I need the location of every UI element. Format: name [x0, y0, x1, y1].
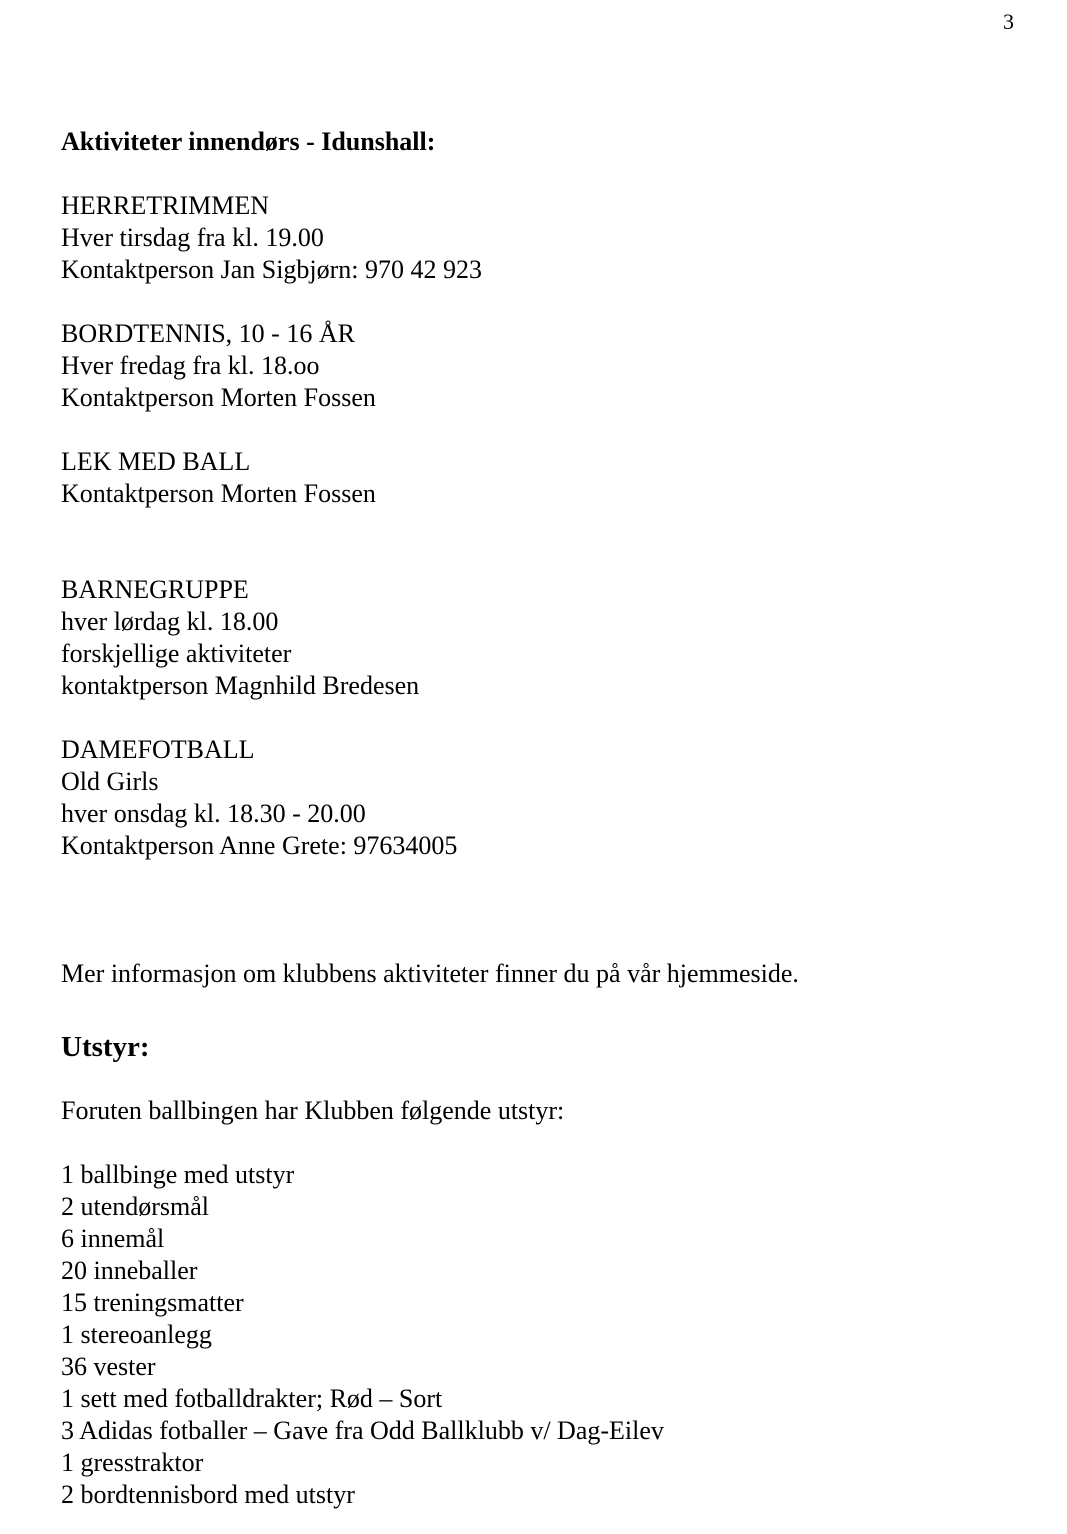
activity-bordtennis [61, 318, 1051, 414]
more-info-text: Mer informasjon om klubbens aktiviteter finner du på vår hjemmeside. [61, 959, 799, 988]
activities-heading: Aktiviteter innendørs - Idunshall: [61, 127, 436, 156]
list-item: 2 utendørsmål [61, 1192, 210, 1221]
list-item: 6 innemål [61, 1224, 165, 1253]
activity-contact: Kontaktperson Morten Fossen [61, 383, 376, 412]
activity-name: BORDTENNIS, 10 - 16 ÅR [61, 319, 355, 348]
activity-name: BARNEGRUPPE [61, 575, 249, 604]
list-item: 36 vester [61, 1352, 156, 1381]
activity-barnegruppe [61, 574, 1051, 702]
activity-name: LEK MED BALL [61, 447, 251, 476]
list-item: 1 sett med fotballdrakter; Rød – Sort [61, 1384, 443, 1413]
list-item: 3 Adidas fotballer – Gave fra Odd Ballklubb v/ Dag-Eilev [61, 1416, 664, 1445]
activity-schedule: hver onsdag kl. 18.30 - 20.00 [61, 799, 366, 828]
activity-contact: Kontaktperson Jan Sigbjørn: 970 42 923 [61, 255, 483, 284]
equipment-heading: Utstyr: [61, 1031, 150, 1063]
activity-lek-med-ball [61, 446, 1051, 510]
list-item: 20 inneballer [61, 1256, 198, 1285]
activity-name: HERRETRIMMEN [61, 191, 269, 220]
activity-contact: kontaktperson Magnhild Bredesen [61, 671, 420, 700]
activity-description: forskjellige aktiviteter [61, 639, 292, 668]
equipment-list [61, 1159, 1051, 1511]
activity-schedule: Hver tirsdag fra kl. 19.00 [61, 223, 324, 252]
page-number: 3 [1003, 9, 1014, 34]
activity-schedule: Hver fredag fra kl. 18.oo [61, 351, 320, 380]
activity-damefotball [61, 734, 1051, 862]
list-item: 1 ballbinge med utstyr [61, 1160, 295, 1189]
activity-contact: Kontaktperson Anne Grete: 97634005 [61, 831, 458, 860]
document-body [61, 126, 1051, 1511]
list-item: 2 bordtennisbord med utstyr [61, 1480, 355, 1509]
equipment-intro: Foruten ballbingen har Klubben følgende utstyr: [61, 1096, 565, 1125]
activity-schedule: hver lørdag kl. 18.00 [61, 607, 279, 636]
list-item: 1 stereoanlegg [61, 1320, 212, 1349]
activity-name: DAMEFOTBALL [61, 735, 255, 764]
activity-contact: Kontaktperson Morten Fossen [61, 479, 376, 508]
activity-subtitle: Old Girls [61, 767, 159, 796]
list-item: 1 gresstraktor [61, 1448, 204, 1477]
activity-herretrimmen [61, 190, 1051, 286]
list-item: 15 treningsmatter [61, 1288, 244, 1317]
